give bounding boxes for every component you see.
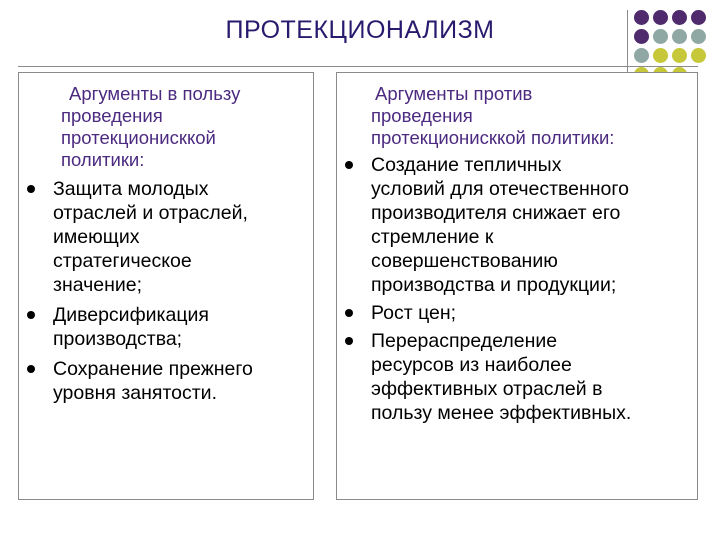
list-item bbox=[19, 357, 313, 405]
bullet-icon bbox=[27, 365, 35, 373]
pro-arguments-panel bbox=[18, 72, 314, 500]
item-line: отраслей и отраслей, bbox=[53, 202, 248, 224]
item-line: производства; bbox=[53, 328, 183, 350]
heading-line: Аргументы против bbox=[375, 83, 533, 104]
dot-icon bbox=[653, 48, 668, 63]
list-item bbox=[19, 303, 313, 351]
item-line: стремление к bbox=[371, 226, 494, 248]
bullet-icon bbox=[27, 311, 35, 319]
heading-line: проведения bbox=[371, 105, 473, 126]
dot-icon bbox=[672, 48, 687, 63]
heading-line: Аргументы в пользу bbox=[69, 83, 241, 104]
item-line: производителя снижает его bbox=[371, 202, 621, 224]
item-line: производства и продукции; bbox=[371, 274, 617, 296]
item-line: значение; bbox=[53, 274, 143, 296]
bullet-icon bbox=[345, 337, 353, 345]
bullet-icon bbox=[345, 309, 353, 317]
item-line: эффективных отраслей в bbox=[371, 378, 603, 400]
item-line: совершенствованию bbox=[371, 250, 558, 272]
pro-arguments-heading bbox=[19, 83, 313, 171]
item-line: стратегическое bbox=[53, 250, 192, 272]
contra-arguments-panel bbox=[336, 72, 698, 500]
horizontal-divider bbox=[18, 66, 698, 67]
item-line: Рост цен; bbox=[371, 302, 457, 324]
heading-line: политики: bbox=[61, 149, 145, 170]
contra-arguments-list bbox=[337, 153, 697, 425]
bullet-icon bbox=[345, 161, 353, 169]
bullet-icon bbox=[27, 185, 35, 193]
item-line: Сохранение прежнего bbox=[53, 358, 253, 380]
item-line: Защита молодых bbox=[53, 178, 209, 200]
item-line: Диверсификация bbox=[53, 304, 209, 326]
item-line: ресурсов из наиболее bbox=[371, 354, 572, 376]
heading-line: проведения bbox=[61, 105, 163, 126]
list-item bbox=[337, 301, 697, 325]
heading-line: протекционисккой политики: bbox=[371, 127, 615, 148]
pro-arguments-list bbox=[19, 177, 313, 405]
item-line: Перераспределение bbox=[371, 330, 558, 352]
slide-title: ПРОТЕКЦИОНАЛИЗМ bbox=[225, 16, 495, 44]
dot-icon bbox=[691, 48, 706, 63]
list-item bbox=[337, 329, 697, 425]
item-line: Создание тепличных bbox=[371, 154, 562, 176]
item-line: условий для отечественного bbox=[371, 178, 629, 200]
item-line: уровня занятости. bbox=[53, 382, 217, 404]
contra-arguments-heading bbox=[337, 83, 697, 149]
item-line: имеющих bbox=[53, 226, 140, 248]
list-item bbox=[337, 153, 697, 297]
list-item bbox=[19, 177, 313, 297]
dot-icon bbox=[634, 48, 649, 63]
heading-line: протекционисккой bbox=[61, 127, 216, 148]
item-line: пользу менее эффективных. bbox=[371, 402, 632, 424]
